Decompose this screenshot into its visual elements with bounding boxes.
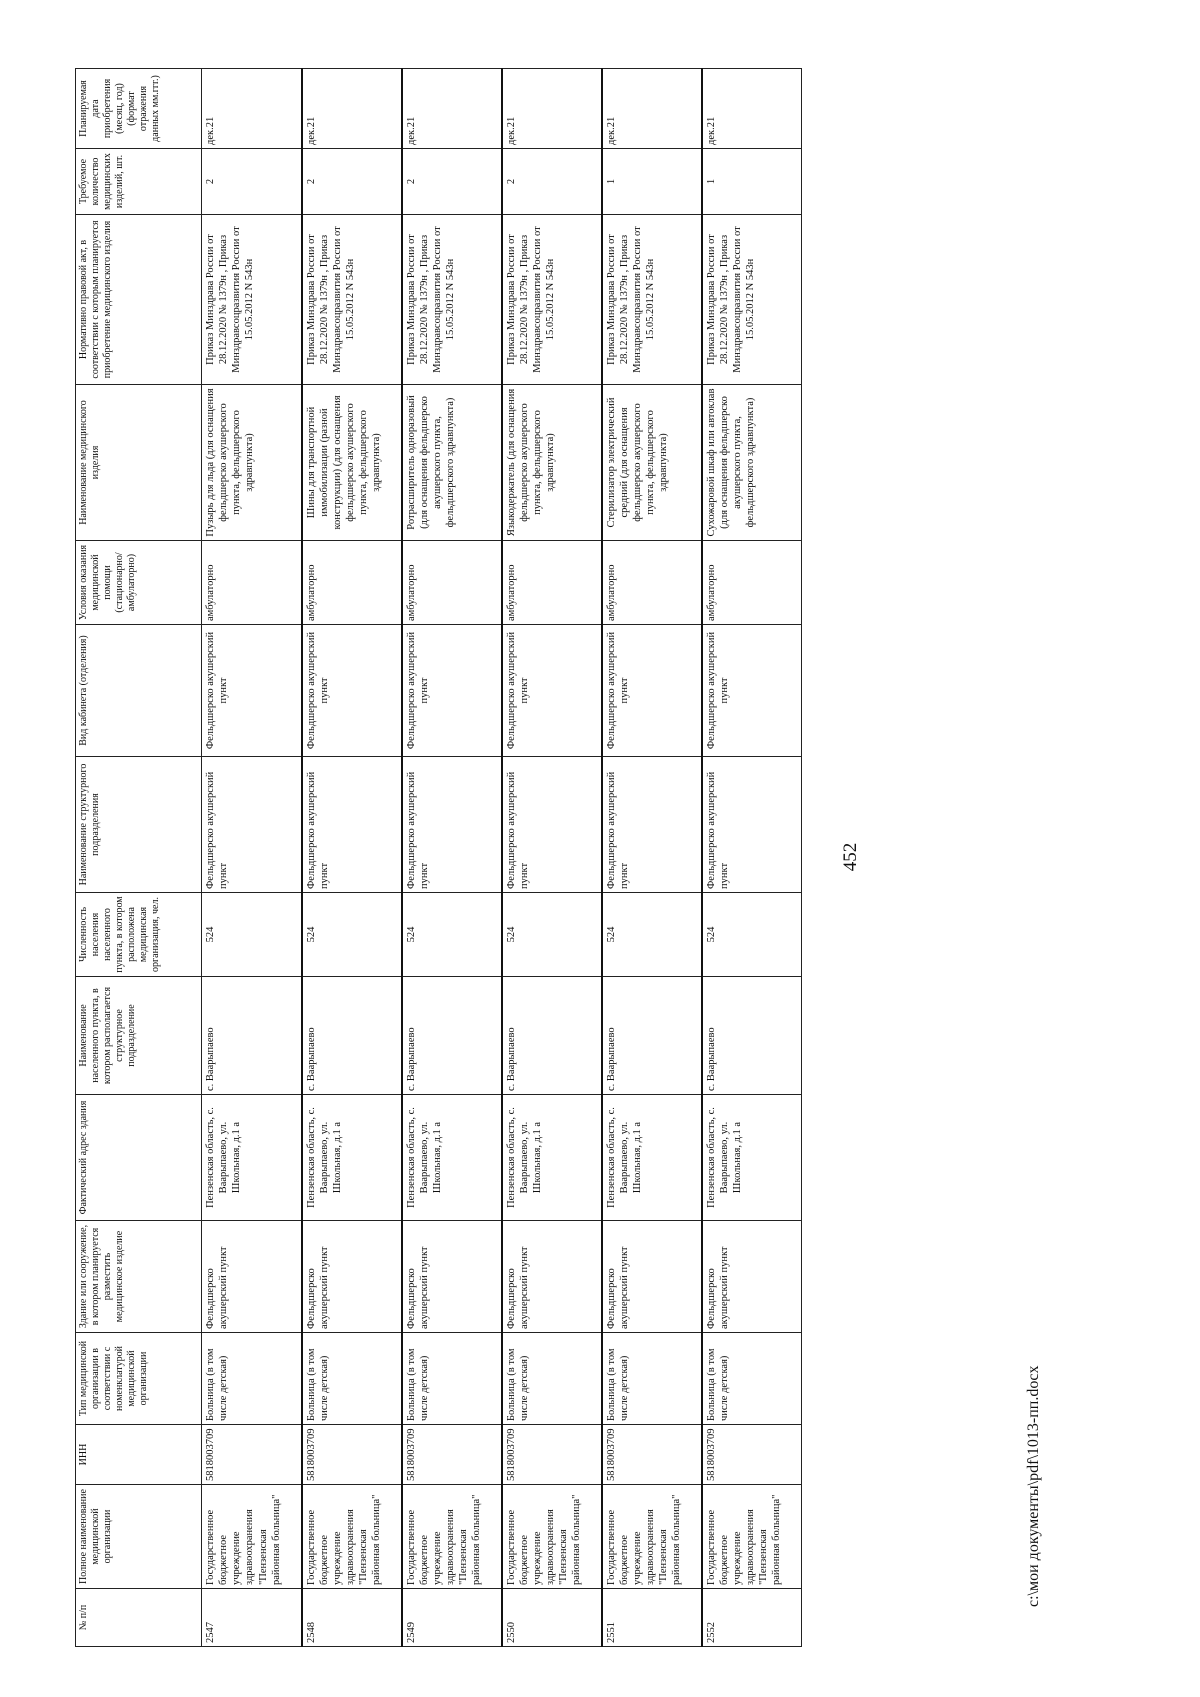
cell-inn: 5818003709 (602, 1425, 702, 1485)
col-header-inn: ИНН (76, 1425, 202, 1485)
col-header-org: Полное наименование медицинской организации (76, 1485, 202, 1589)
table-row (402, 69, 502, 1647)
cell-type: Больница (в том числе детская) (402, 1333, 502, 1425)
cell-inn: 5818003709 (502, 1425, 602, 1485)
cell-population: 524 (702, 893, 802, 977)
cell-type: Больница (в том числе детская) (602, 1333, 702, 1425)
cell-building: Фельдшерско акушерский пункт (402, 1221, 502, 1333)
cell-population: 524 (302, 893, 402, 977)
cell-conditions: амбулаторно (302, 541, 402, 625)
col-header-qty: Требуемое количество медицинских изделий, шт. (76, 149, 202, 215)
cell-type: Больница (в том числе детская) (302, 1333, 402, 1425)
cell-qty: 1 (702, 149, 802, 215)
cell-date: дек.21 (602, 69, 702, 149)
cell-act: Приказ Минздрава России от 28.12.2020 № 1379н , Приказ Минздравсоцразвития России от 15.05.2012 N 543н (402, 215, 502, 385)
cell-population: 524 (202, 893, 302, 977)
cell-qty: 2 (402, 149, 502, 215)
col-header-settlement: Наименование населенного пункта, в котором располагается структурное подразделение (76, 977, 202, 1095)
col-header-unit: Наименование структурного подразделения (76, 757, 202, 893)
cell-population: 524 (402, 893, 502, 977)
cell-inn: 5818003709 (302, 1425, 402, 1485)
cell-settlement: с. Ваарыпаево (502, 977, 602, 1095)
page-number: 452 (840, 842, 861, 872)
cell-act: Приказ Минздрава России от 28.12.2020 № 1379н , Приказ Минздравсоцразвития России от 15.05.2012 N 543н (502, 215, 602, 385)
cell-address: Пензенская область, с. Ваарыпаево, ул. Школьная, д.1 а (702, 1095, 802, 1221)
col-header-device: Наименование медицинского изделия (76, 385, 202, 541)
cell-qty: 2 (202, 149, 302, 215)
cell-num: 2548 (302, 1589, 402, 1647)
cell-num: 2552 (702, 1589, 802, 1647)
cell-cabinet: Фельдшерско акушерский пункт (702, 625, 802, 757)
cell-num: 2551 (602, 1589, 702, 1647)
cell-building: Фельдшерско акушерский пункт (202, 1221, 302, 1333)
cell-type: Больница (в том числе детская) (702, 1333, 802, 1425)
cell-act: Приказ Минздрава России от 28.12.2020 № 1379н , Приказ Минздравсоцразвития России от 15.05.2012 N 543н (202, 215, 302, 385)
table-row (702, 69, 802, 1647)
cell-settlement: с. Ваарыпаево (702, 977, 802, 1095)
cell-num: 2547 (202, 1589, 302, 1647)
col-header-num: № п/п (76, 1589, 202, 1647)
col-header-date: Планируемая дата приобретения (месяц, год) (формат отражения данных мм.ггг.) (76, 69, 202, 149)
cell-unit: Фельдшерско акушерский пункт (702, 757, 802, 893)
cell-org: Государственное бюджетное учреждение здравоохранения "Пензенская районная больница" (302, 1485, 402, 1589)
cell-unit: Фельдшерско акушерский пункт (302, 757, 402, 893)
cell-settlement: с. Ваарыпаево (302, 977, 402, 1095)
cell-date: дек.21 (202, 69, 302, 149)
col-header-act: Нормативно правовой акт, в соответствии с которым планируется приобретение медицинского изделия (76, 215, 202, 385)
cell-cabinet: Фельдшерско акушерский пункт (602, 625, 702, 757)
cell-address: Пензенская область, с. Ваарыпаево, ул. Школьная, д.1 а (502, 1095, 602, 1221)
table-row (502, 69, 602, 1647)
cell-settlement: с. Ваарыпаево (402, 977, 502, 1095)
cell-device: Стерилизатор электрический средний (для оснащения фельдшерско акушерского пункта, фельдшерского здравпункта) (602, 385, 702, 541)
cell-population: 524 (502, 893, 602, 977)
cell-device: Языкодержатель (для оснащения фельдшерско акушерского пункта, фельдшерского здравпункта) (502, 385, 602, 541)
table-header-row (76, 69, 202, 1647)
cell-address: Пензенская область, с. Ваарыпаево, ул. Школьная, д.1 а (302, 1095, 402, 1221)
cell-unit: Фельдшерско акушерский пункт (602, 757, 702, 893)
equipment-table (75, 68, 802, 1647)
cell-conditions: амбулаторно (502, 541, 602, 625)
cell-qty: 1 (602, 149, 702, 215)
cell-org: Государственное бюджетное учреждение здравоохранения "Пензенская районная больница" (202, 1485, 302, 1589)
cell-type: Больница (в том числе детская) (502, 1333, 602, 1425)
cell-date: дек.21 (302, 69, 402, 149)
cell-num: 2550 (502, 1589, 602, 1647)
cell-qty: 2 (502, 149, 602, 215)
cell-conditions: амбулаторно (202, 541, 302, 625)
table-row (202, 69, 302, 1647)
cell-cabinet: Фельдшерско акушерский пункт (202, 625, 302, 757)
col-header-population: Численность населения населенного пункта, в котором расположена медицинская организация, чел. (76, 893, 202, 977)
cell-address: Пензенская область, с. Ваарыпаево, ул. Школьная, д.1 а (402, 1095, 502, 1221)
table-row (302, 69, 402, 1647)
rotated-page (75, 67, 1075, 1647)
cell-inn: 5818003709 (402, 1425, 502, 1485)
cell-inn: 5818003709 (702, 1425, 802, 1485)
cell-device: Сухожаровой шкаф или автоклав (для оснащения фельдшерско акушерского пункта, фельдшерского здравпункта) (702, 385, 802, 541)
cell-building: Фельдшерско акушерский пункт (702, 1221, 802, 1333)
cell-population: 524 (602, 893, 702, 977)
cell-cabinet: Фельдшерско акушерский пункт (302, 625, 402, 757)
col-header-address: Фактический адрес здания (76, 1095, 202, 1221)
cell-device: Шины для транспортной иммобилизации (разной конструкции) (для оснащения фельдшерско акушерского пункта, фельдшерского здравпункта) (302, 385, 402, 541)
cell-unit: Фельдшерско акушерский пункт (502, 757, 602, 893)
col-header-type: Тип медицинской организации в соответствии с номенклатурой медицинской организации (76, 1333, 202, 1425)
footer-file-path: c:\мои документы\pdf\1013-пп.docx (1025, 1365, 1042, 1607)
cell-cabinet: Фельдшерско акушерский пункт (402, 625, 502, 757)
cell-unit: Фельдшерско акушерский пункт (402, 757, 502, 893)
cell-conditions: амбулаторно (402, 541, 502, 625)
cell-date: дек.21 (402, 69, 502, 149)
cell-act: Приказ Минздрава России от 28.12.2020 № 1379н , Приказ Минздравсоцразвития России от 15.05.2012 N 543н (302, 215, 402, 385)
table-row (602, 69, 702, 1647)
cell-settlement: с. Ваарыпаево (602, 977, 702, 1095)
cell-org: Государственное бюджетное учреждение здравоохранения "Пензенская районная больница" (702, 1485, 802, 1589)
cell-org: Государственное бюджетное учреждение здравоохранения "Пензенская районная больница" (602, 1485, 702, 1589)
cell-org: Государственное бюджетное учреждение здравоохранения "Пензенская районная больница" (402, 1485, 502, 1589)
cell-act: Приказ Минздрава России от 28.12.2020 № 1379н , Приказ Минздравсоцразвития России от 15.05.2012 N 543н (602, 215, 702, 385)
cell-building: Фельдшерско акушерский пункт (602, 1221, 702, 1333)
col-header-conditions: Условия оказания медицинской помощи (стационарно/ амбулаторно) (76, 541, 202, 625)
cell-inn: 5818003709 (202, 1425, 302, 1485)
cell-date: дек.21 (702, 69, 802, 149)
cell-address: Пензенская область, с. Ваарыпаево, ул. Школьная, д.1 а (602, 1095, 702, 1221)
cell-device: Ротрасширитель одноразовый (для оснащения фельдшерско акушерского пункта, фельдшерского здравпункта) (402, 385, 502, 541)
col-header-building: Здание или сооружение, в котором планируется разместить медицинское изделие (76, 1221, 202, 1333)
cell-cabinet: Фельдшерско акушерский пункт (502, 625, 602, 757)
cell-device: Пузырь для льда (для оснащения фельдшерско акушерского пункта, фельдшерского здравпункта) (202, 385, 302, 541)
cell-building: Фельдшерско акушерский пункт (302, 1221, 402, 1333)
cell-address: Пензенская область, с. Ваарыпаево, ул. Школьная, д.1 а (202, 1095, 302, 1221)
cell-num: 2549 (402, 1589, 502, 1647)
cell-qty: 2 (302, 149, 402, 215)
cell-org: Государственное бюджетное учреждение здравоохранения "Пензенская районная больница" (502, 1485, 602, 1589)
cell-act: Приказ Минздрава России от 28.12.2020 № 1379н , Приказ Минздравсоцразвития России от 15.05.2012 N 543н (702, 215, 802, 385)
cell-settlement: с. Ваарыпаево (202, 977, 302, 1095)
cell-building: Фельдшерско акушерский пункт (502, 1221, 602, 1333)
cell-type: Больница (в том числе детская) (202, 1333, 302, 1425)
cell-unit: Фельдшерско акушерский пункт (202, 757, 302, 893)
cell-conditions: амбулаторно (602, 541, 702, 625)
cell-conditions: амбулаторно (702, 541, 802, 625)
cell-date: дек.21 (502, 69, 602, 149)
col-header-cabinet: Вид кабинета (отделения) (76, 625, 202, 757)
